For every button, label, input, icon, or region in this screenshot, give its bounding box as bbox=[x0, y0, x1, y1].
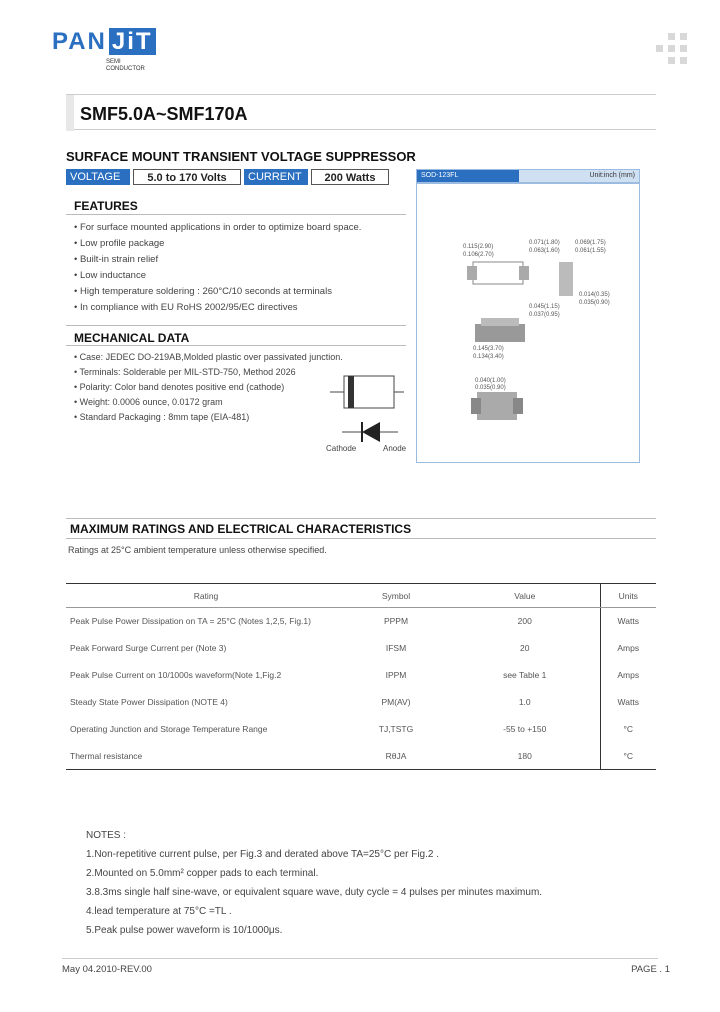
logo-sub2: CONDUCTOR bbox=[106, 66, 145, 72]
mech-top-divider bbox=[66, 325, 406, 326]
ratings-table bbox=[66, 583, 656, 770]
note-item: 2.Mounted on 5.0mm² copper pads to each terminal. bbox=[86, 868, 319, 879]
mech-item: • Weight: 0.0006 ounce, 0.0172 gram bbox=[74, 397, 223, 407]
features-divider bbox=[66, 214, 406, 215]
voltage-value: 5.0 to 170 Volts bbox=[133, 169, 241, 185]
col-units: Units bbox=[600, 584, 656, 608]
page-title: SMF5.0A~SMF170A bbox=[80, 104, 248, 124]
anode-label: Anode bbox=[383, 444, 407, 453]
package-drawing bbox=[416, 183, 640, 463]
package-header bbox=[416, 169, 640, 183]
mech-item: • Terminals: Solderable per MIL-STD-750, Method 2026 bbox=[74, 367, 296, 377]
package-name: SOD-123FL bbox=[417, 170, 519, 182]
footer-page: PAGE . 1 bbox=[631, 964, 670, 975]
page-subtitle: SURFACE MOUNT TRANSIENT VOLTAGE SUPPRESSOR bbox=[66, 149, 416, 164]
logo-sub1: SEMI bbox=[106, 59, 121, 65]
max-ratings-heading: MAXIMUM RATINGS AND ELECTRICAL CHARACTERISTICS bbox=[70, 522, 412, 536]
max-divider bbox=[66, 538, 656, 539]
col-rating: Rating bbox=[66, 584, 342, 608]
logo-pan: PAN bbox=[52, 28, 107, 55]
feature-item: • Low inductance bbox=[74, 270, 146, 281]
note-item: 5.Peak pulse power waveform is 10/1000μs. bbox=[86, 925, 283, 936]
mech-item: • Case: JEDEC DO-219AB,Molded plastic over passivated junction. bbox=[74, 352, 343, 362]
dim-4: 0.069(1.75) bbox=[575, 240, 606, 246]
table-row: Peak Forward Surge Current per (Note 3) IFSM 20 Amps bbox=[66, 635, 656, 662]
dim-10: 0.040(1.00) bbox=[475, 378, 506, 384]
note-item: 4.lead temperature at 75°C =TL . bbox=[86, 906, 232, 917]
decorative-squares bbox=[656, 33, 692, 65]
table-row: Steady State Power Dissipation (NOTE 4) PM(AV) 1.0 Watts bbox=[66, 689, 656, 716]
feature-item: • In compliance with EU RoHS 2002/95/EC directives bbox=[74, 302, 298, 313]
mechanical-list bbox=[74, 350, 343, 425]
diode-side-icon bbox=[330, 372, 406, 412]
dim-9: 0.134(3.40) bbox=[473, 354, 504, 360]
dim-8: 0.145(3.70) bbox=[473, 346, 504, 352]
brand-logo bbox=[52, 28, 156, 56]
features-list bbox=[74, 220, 361, 316]
mechanical-heading: MECHANICAL DATA bbox=[74, 331, 190, 345]
dim-3: 0.063(1.60) bbox=[529, 248, 560, 254]
col-symbol: Symbol bbox=[342, 584, 450, 608]
notes-section bbox=[86, 826, 542, 940]
feature-item: • Low profile package bbox=[74, 238, 165, 249]
feature-item: • Built-in strain relief bbox=[74, 254, 159, 265]
package-outline-svg bbox=[417, 184, 639, 462]
mech-item: • Standard Packaging : 8mm tape (EIA-481) bbox=[74, 412, 250, 422]
table-header bbox=[66, 584, 656, 608]
max-top-divider bbox=[66, 518, 656, 519]
notes-heading: NOTES : bbox=[86, 830, 127, 841]
table-row: Peak Pulse Current on 10/1000s waveform(Note 1,Fig.2 IPPM see Table 1 Amps bbox=[66, 662, 656, 689]
diode-symbol-icon bbox=[338, 420, 402, 444]
ratings-note: Ratings at 25°C ambient temperature unless otherwise specified. bbox=[68, 545, 327, 555]
dim-0: 0.115(2.90) bbox=[463, 244, 494, 250]
table-row: Operating Junction and Storage Temperature Range TJ,TSTG -55 to +150 °C bbox=[66, 716, 656, 743]
mech-item: • Polarity: Color band denotes positive end (cathode) bbox=[74, 382, 285, 392]
logo-subtitle bbox=[106, 59, 145, 73]
col-value: Value bbox=[450, 584, 600, 608]
footer-divider bbox=[62, 958, 658, 959]
current-label: CURRENT bbox=[244, 169, 308, 185]
current-value: 200 Watts bbox=[311, 169, 389, 185]
dim-5: 0.061(1.55) bbox=[575, 248, 606, 254]
table-row: Thermal resistance RθJA 180 °C bbox=[66, 743, 656, 770]
package-unit: Unit:inch (mm) bbox=[589, 172, 635, 179]
features-heading: FEATURES bbox=[74, 199, 138, 213]
voltage-label: VOLTAGE bbox=[66, 169, 130, 185]
table-row: Peak Pulse Power Dissipation on TA = 25°C (Notes 1,2,5, Fig.1) PPPM 200 Watts bbox=[66, 608, 656, 635]
logo-jit: JiT bbox=[109, 28, 156, 55]
dim-1: 0.106(2.70) bbox=[463, 252, 494, 258]
dim-6: 0.045(1.15) bbox=[529, 304, 560, 310]
feature-item: • High temperature soldering : 260°C/10 seconds at terminals bbox=[74, 286, 332, 297]
dim-13: 0.035(0.90) bbox=[579, 300, 610, 306]
mech-divider bbox=[66, 345, 406, 346]
dim-12: 0.014(0.35) bbox=[579, 292, 610, 298]
dim-2: 0.071(1.80) bbox=[529, 240, 560, 246]
feature-item: • For surface mounted applications in order to optimize board space. bbox=[74, 222, 362, 233]
dim-7: 0.037(0.95) bbox=[529, 312, 560, 318]
note-item: 1.Non-repetitive current pulse, per Fig.3 and derated above TA=25°C per Fig.2 . bbox=[86, 849, 439, 860]
dim-11: 0.035(0.90) bbox=[475, 385, 506, 391]
footer-revision: May 04.2010-REV.00 bbox=[62, 964, 152, 975]
note-item: 3.8.3ms single half sine-wave, or equivalent square wave, duty cycle = 4 pulses per minutes maximum. bbox=[86, 887, 543, 898]
cathode-label: Cathode bbox=[326, 444, 357, 453]
